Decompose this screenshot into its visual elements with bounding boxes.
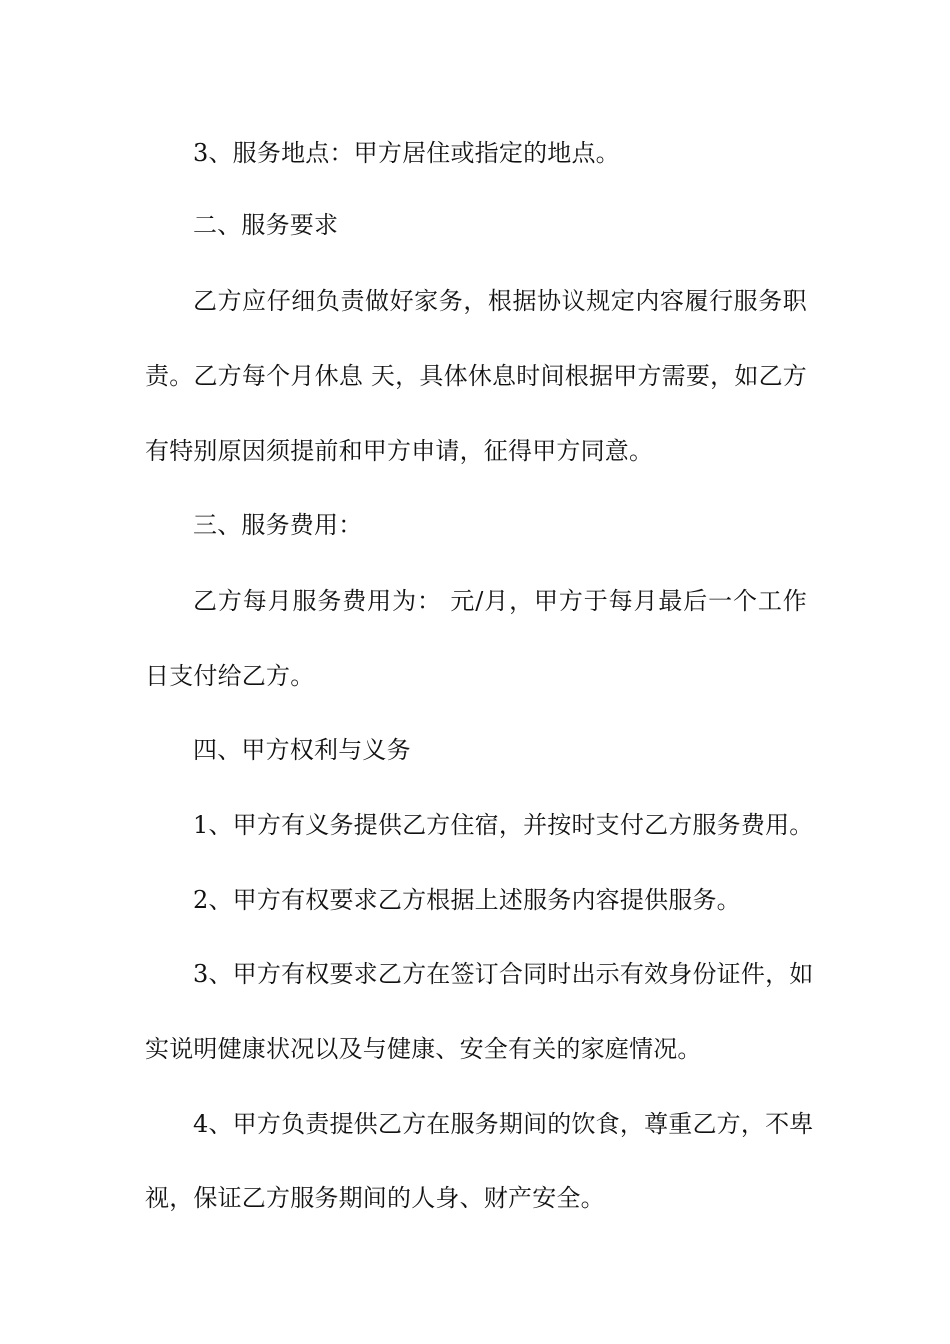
list-item: 4、甲方负责提供乙方在服务期间的饮食，尊重乙方，不卑 bbox=[193, 1110, 814, 1138]
paragraph-line: 日支付给乙方。 bbox=[145, 662, 315, 690]
paragraph-line: 视，保证乙方服务期间的人身、财产安全。 bbox=[145, 1184, 605, 1212]
service-location-line: 3、服务地点：甲方居住或指定的地点。 bbox=[193, 139, 620, 167]
paragraph-line: 责。乙方每个月休息 天，具体休息时间根据甲方需要，如乙方 bbox=[145, 362, 807, 390]
paragraph-line: 乙方每月服务费用为： 元/月，甲方于每月最后一个工作 bbox=[193, 587, 807, 615]
paragraph-line: 有特别原因须提前和甲方申请，征得甲方同意。 bbox=[145, 437, 654, 465]
list-item: 2、甲方有权要求乙方根据上述服务内容提供服务。 bbox=[193, 886, 741, 914]
paragraph-line: 实说明健康状况以及与健康、安全有关的家庭情况。 bbox=[145, 1035, 702, 1063]
section-heading-party-a-rights: 四、甲方权利与义务 bbox=[193, 736, 411, 764]
paragraph-line: 乙方应仔细负责做好家务，根据协议规定内容履行服务职 bbox=[193, 287, 807, 315]
list-item: 1、甲方有义务提供乙方住宿，并按时支付乙方服务费用。 bbox=[193, 811, 814, 839]
list-item: 3、甲方有权要求乙方在签订合同时出示有效身份证件，如 bbox=[193, 960, 814, 988]
section-heading-service-requirements: 二、服务要求 bbox=[193, 211, 339, 239]
section-heading-service-fee: 三、服务费用： bbox=[193, 511, 363, 539]
